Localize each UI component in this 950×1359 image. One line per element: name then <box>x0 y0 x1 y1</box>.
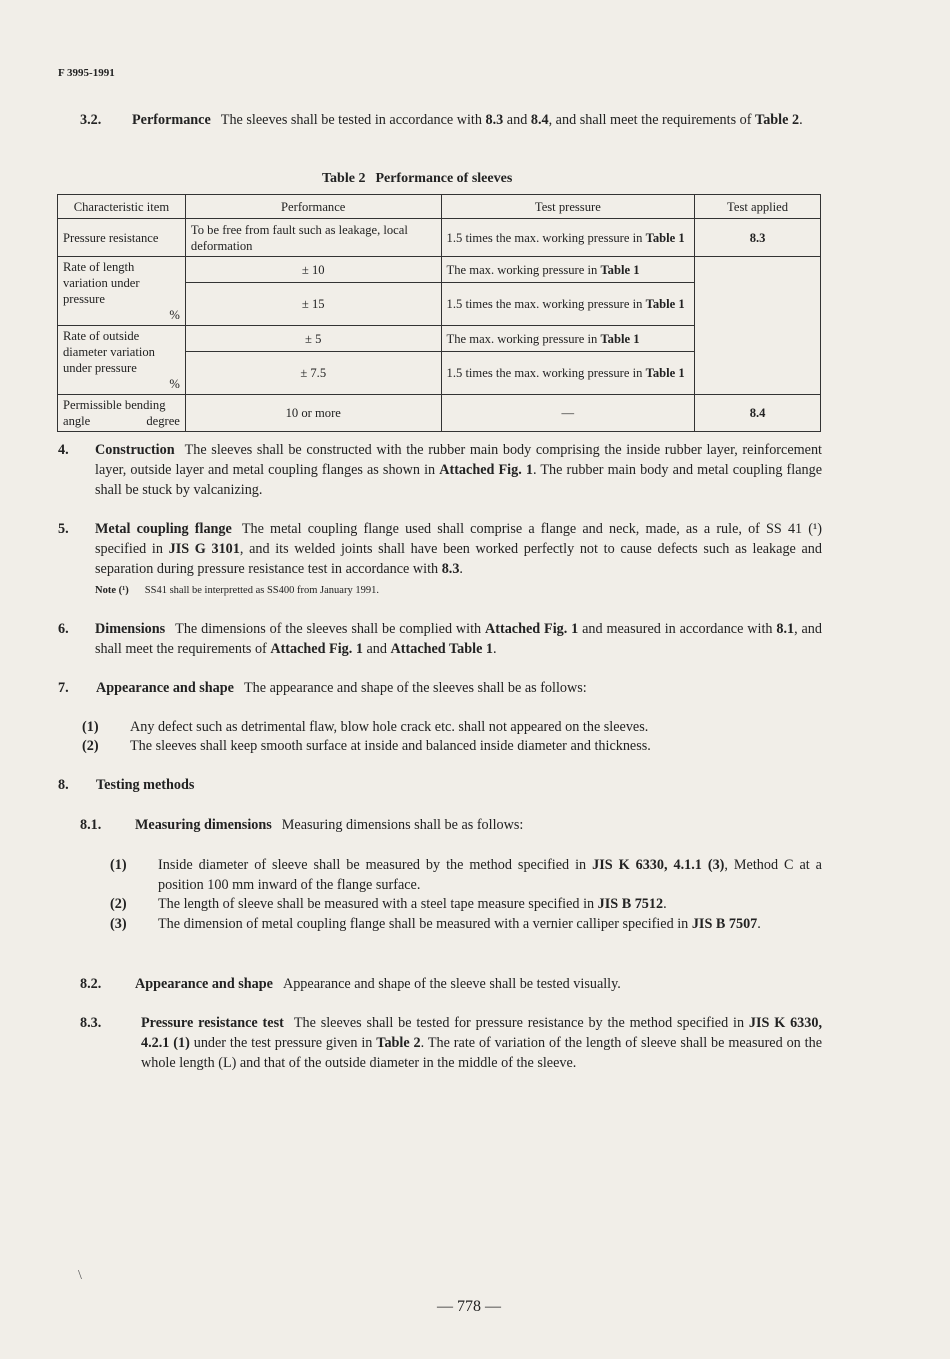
body-text: The length of sleeve shall be measured with a steel tape measure specified in <box>158 896 598 912</box>
unit: degree <box>146 414 180 428</box>
table-cell <box>441 283 695 326</box>
body-text: The sleeves shall be tested for pressure resistance by the method specified in <box>293 1015 749 1031</box>
table-row <box>58 219 821 257</box>
body-text: , and shall meet the requirements of <box>548 112 756 128</box>
body-text: The dimensions of the sleeves shall be complied with <box>175 621 485 637</box>
column-header: Characteristic item <box>58 195 186 219</box>
table-row <box>58 257 821 283</box>
table-cell <box>441 219 695 257</box>
body-text: The dimension of metal coupling flange shall be measured with a vernier calliper specified in <box>158 916 692 932</box>
section-3-2 <box>80 110 820 130</box>
table-cell <box>695 257 821 395</box>
cell-reference: Table 1 <box>645 366 685 380</box>
body-text: , Method C at a position 100 mm inward of the flange surface. <box>158 857 822 893</box>
section-number: 6. <box>58 621 69 637</box>
section-8 <box>58 775 822 795</box>
table-cell <box>58 326 186 395</box>
reference: Attached Table 1 <box>390 641 494 657</box>
section-8-2 <box>80 974 822 994</box>
body-text: . <box>663 896 667 912</box>
section-7 <box>58 678 822 698</box>
table-cell: 8.4 <box>695 395 821 432</box>
section-title: Dimensions <box>95 621 166 637</box>
section-8-3 <box>80 1013 822 1073</box>
cell-text: 1.5 times the max. working pressure in <box>446 297 646 311</box>
page-number: — 778 — <box>437 1298 501 1315</box>
table-cell: — <box>441 395 695 432</box>
body-text: . <box>799 112 803 128</box>
body-text: The sleeves shall be constructed with the rubber main body comprising the inside rubber layer, reinforcement layer, outside layer and metal coupling flanges as shown in <box>95 442 822 478</box>
table-cell: To be free from fault such as leakage, local deformation <box>185 219 441 257</box>
list-item <box>110 894 822 914</box>
section-number: 8.3. <box>80 1015 102 1031</box>
column-header: Test applied <box>695 195 821 219</box>
reference: 8.1 <box>776 621 795 637</box>
table-cell: ± 10 <box>185 257 441 283</box>
list-text: Any defect such as detrimental flaw, blow hole crack etc. shall not appeared on the sleeves. <box>130 719 649 735</box>
column-header: Performance <box>185 195 441 219</box>
body-text: . <box>459 561 463 577</box>
section-number: 7. <box>58 680 69 696</box>
cell-reference: Table 1 <box>645 230 685 245</box>
section-title: Construction <box>95 442 175 458</box>
cell-text: The max. working pressure in <box>446 262 601 277</box>
body-text: and measured in accordance with <box>578 621 777 637</box>
table-cell <box>58 257 186 326</box>
list-item <box>110 855 822 895</box>
cell-reference: Table 1 <box>645 297 685 311</box>
reference: Table 2 <box>755 112 800 128</box>
unit: % <box>169 377 180 391</box>
footnote-text: SS41 shall be interpretted as SS400 from January 1991. <box>144 585 379 596</box>
table-cell <box>441 326 695 352</box>
standard-number: F 3995-1991 <box>58 67 115 79</box>
section-title: Testing methods <box>96 777 195 793</box>
cell-text: Permissible bending angle <box>63 398 166 428</box>
list-label: (1) <box>110 857 127 873</box>
body-text: under the test pressure given in <box>189 1035 377 1051</box>
unit: % <box>169 308 180 322</box>
section-4 <box>58 440 822 500</box>
table-cell: 10 or more <box>185 395 441 432</box>
cell-reference: Table 1 <box>600 331 640 346</box>
reference: JIS K 6330, 4.1.1 (3) <box>592 857 725 873</box>
body-text: . The rate of variation of the length of sleeve shall be measured on the whole length (L) and that of the outside diameter in the middle of the sleeve. <box>141 1035 823 1071</box>
section-number: 8.2. <box>80 976 102 992</box>
body-text: . <box>493 641 497 657</box>
body-text: Inside diameter of sleeve shall be measured by the method specified in <box>158 857 593 873</box>
list-item <box>82 717 822 737</box>
list-item <box>82 736 822 756</box>
cell-text: 1.5 times the max. working pressure in <box>446 230 646 245</box>
table-title: Performance of sleeves <box>375 171 513 186</box>
table-cell: ± 5 <box>185 326 441 352</box>
reference: JIS K 6330, 4.2.1 (1) <box>141 1015 822 1051</box>
footnote-label: Note (¹) <box>95 585 129 596</box>
table-cell <box>441 352 695 395</box>
body-text: . <box>757 916 761 932</box>
table-header-row <box>58 195 821 219</box>
body-text: The appearance and shape of the sleeves shall be as follows: <box>243 680 587 696</box>
section-5 <box>58 519 822 601</box>
cell-text: Rate of length variation under pressure <box>63 260 140 306</box>
body-text: The sleeves shall be tested in accordance with <box>220 112 486 128</box>
body-text: The metal coupling flange used shall comprise a flange and neck, made, as a rule, of SS 41 (¹) specified in <box>95 521 822 557</box>
reference: 8.3 <box>441 561 460 577</box>
reference: JIS B 7507 <box>691 916 758 932</box>
body-text: and <box>362 641 391 657</box>
body-text: , and shall meet the requirements of <box>95 621 822 657</box>
section-title: Appearance and shape <box>135 976 273 992</box>
footnote <box>58 581 822 601</box>
cell-text: Rate of outside diameter variation under pressure <box>63 329 155 375</box>
list-label: (1) <box>82 719 99 735</box>
list-text <box>110 855 822 895</box>
body-text: Measuring dimensions shall be as follows: <box>281 817 524 833</box>
reference: 8.4 <box>530 112 549 128</box>
list-label: (2) <box>110 896 127 912</box>
body-text: and <box>503 112 531 128</box>
margin-mark: \ <box>78 1268 82 1283</box>
section-number: 8.1. <box>80 817 102 833</box>
cell-text: The max. working pressure in <box>446 331 601 346</box>
reference: Attached Fig. 1 <box>485 621 579 637</box>
reference: JIS G 3101 <box>168 541 240 557</box>
reference: 8.3 <box>485 112 504 128</box>
section-number: 3.2. <box>80 112 102 128</box>
section-title: Pressure resistance test <box>141 1015 284 1031</box>
section-title: Measuring dimensions <box>135 817 272 833</box>
list-item <box>110 914 822 934</box>
reference: JIS B 7512 <box>597 896 664 912</box>
performance-table <box>57 194 821 432</box>
table-cell <box>441 257 695 283</box>
table-cell: ± 15 <box>185 283 441 326</box>
section-number: 5. <box>58 521 69 537</box>
table-number: Table 2 <box>322 171 366 186</box>
section-8-1 <box>80 815 822 835</box>
section-number: 4. <box>58 442 69 458</box>
reference: Attached Fig. 1 <box>439 462 533 478</box>
section-number: 8. <box>58 777 69 793</box>
table-caption <box>322 171 512 187</box>
list-label: (3) <box>110 916 127 932</box>
section-6 <box>58 619 822 659</box>
cell-reference: Table 1 <box>600 262 640 277</box>
list-text <box>110 914 822 934</box>
reference: Table 2 <box>376 1035 421 1051</box>
list-label: (2) <box>82 738 99 754</box>
body-text: . The rubber main body and metal coupling flange shall be stuck by valcanizing. <box>95 462 822 498</box>
body-text: , and its welded joints shall have been worked perfectly not to cause defects such as leakage and separation during pressure resistance test in accordance with <box>95 541 822 577</box>
cell-text: 1.5 times the max. working pressure in <box>446 366 646 380</box>
section-title: Performance <box>132 112 211 128</box>
list-text: The sleeves shall keep smooth surface at inside and balanced inside diameter and thickness. <box>130 738 651 754</box>
reference: Attached Fig. 1 <box>270 641 363 657</box>
table-cell <box>58 395 186 432</box>
column-header: Test pressure <box>441 195 695 219</box>
body-text: Appearance and shape of the sleeve shall be tested visually. <box>282 976 621 992</box>
section-title: Metal coupling flange <box>95 521 232 537</box>
list-text <box>110 894 822 914</box>
table-row <box>58 395 821 432</box>
section-title: Appearance and shape <box>96 680 234 696</box>
table-cell: Pressure resistance <box>58 219 186 257</box>
table-cell: 8.3 <box>695 219 821 257</box>
table-cell: ± 7.5 <box>185 352 441 395</box>
